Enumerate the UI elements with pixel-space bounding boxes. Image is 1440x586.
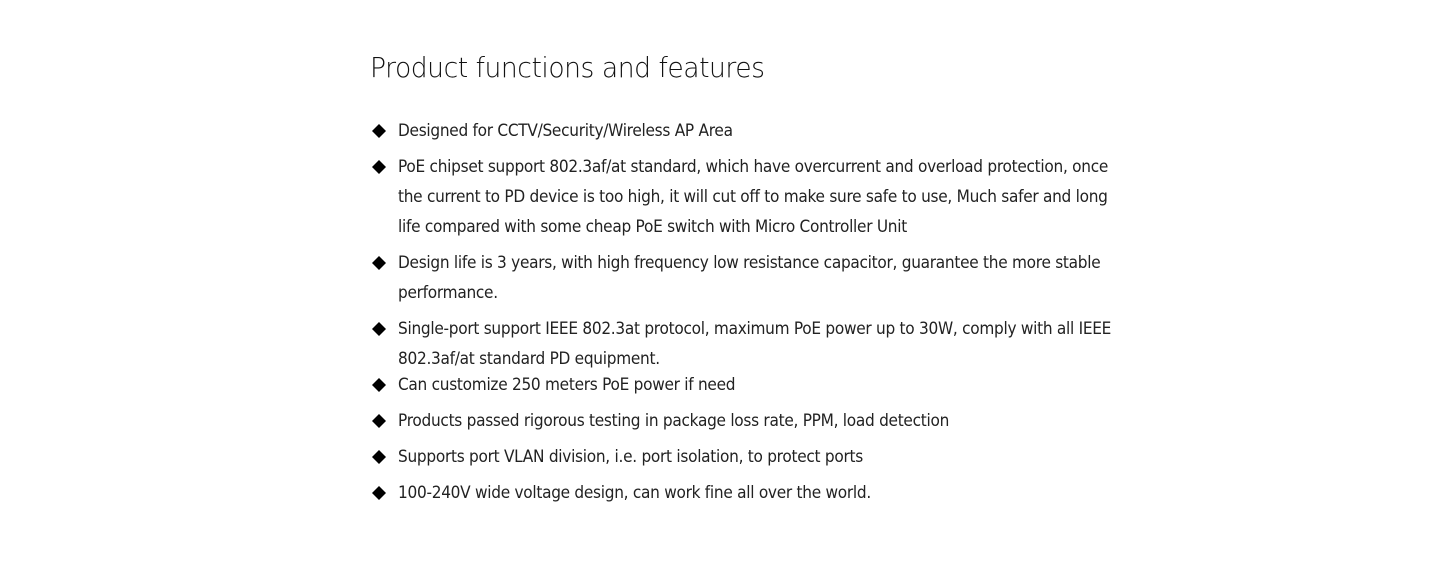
- diamond-icon: [372, 450, 386, 464]
- feature-text: Products passed rigorous testing in package loss rate, PPM, load detection: [398, 411, 950, 430]
- diamond-icon: [372, 486, 386, 500]
- diamond-icon: [372, 256, 386, 270]
- feature-text: Designed for CCTV/Security/Wireless AP Area: [398, 121, 733, 140]
- list-item: [370, 370, 1090, 400]
- diamond-icon: [372, 322, 386, 336]
- feature-text: Single-port support IEEE 802.3at protocol, maximum PoE power up to 30W, comply with all IEEE 802.3af/at standard PD equipment.: [398, 319, 1112, 368]
- list-item: [370, 406, 1090, 436]
- diamond-icon: [372, 414, 386, 428]
- list-item: [370, 478, 1090, 508]
- feature-list: [370, 116, 1112, 508]
- feature-text: Supports port VLAN division, i.e. port isolation, to protect ports: [398, 447, 863, 466]
- list-item: [370, 116, 1090, 146]
- feature-text: Design life is 3 years, with high frequency low resistance capacitor, guarantee the more stable performance.: [398, 253, 1101, 302]
- features-section: [370, 48, 1112, 502]
- diamond-icon: [372, 378, 386, 392]
- list-item: [370, 152, 1109, 242]
- list-item: [370, 314, 1112, 374]
- diamond-icon: [372, 124, 386, 138]
- diamond-icon: [372, 160, 386, 174]
- section-title: Product functions and features: [370, 51, 765, 84]
- feature-text: 100-240V wide voltage design, can work fine all over the world.: [398, 483, 871, 502]
- feature-text: PoE chipset support 802.3af/at standard, which have overcurrent and overload protection, once the current to PD device is too high, it will cut off to make sure safe to use, Much safer and long life compared with some cheap PoE switch with Micro Controller Unit: [398, 157, 1109, 236]
- feature-text: Can customize 250 meters PoE power if need: [398, 375, 736, 394]
- list-item: [370, 248, 1101, 308]
- list-item: [370, 442, 1090, 472]
